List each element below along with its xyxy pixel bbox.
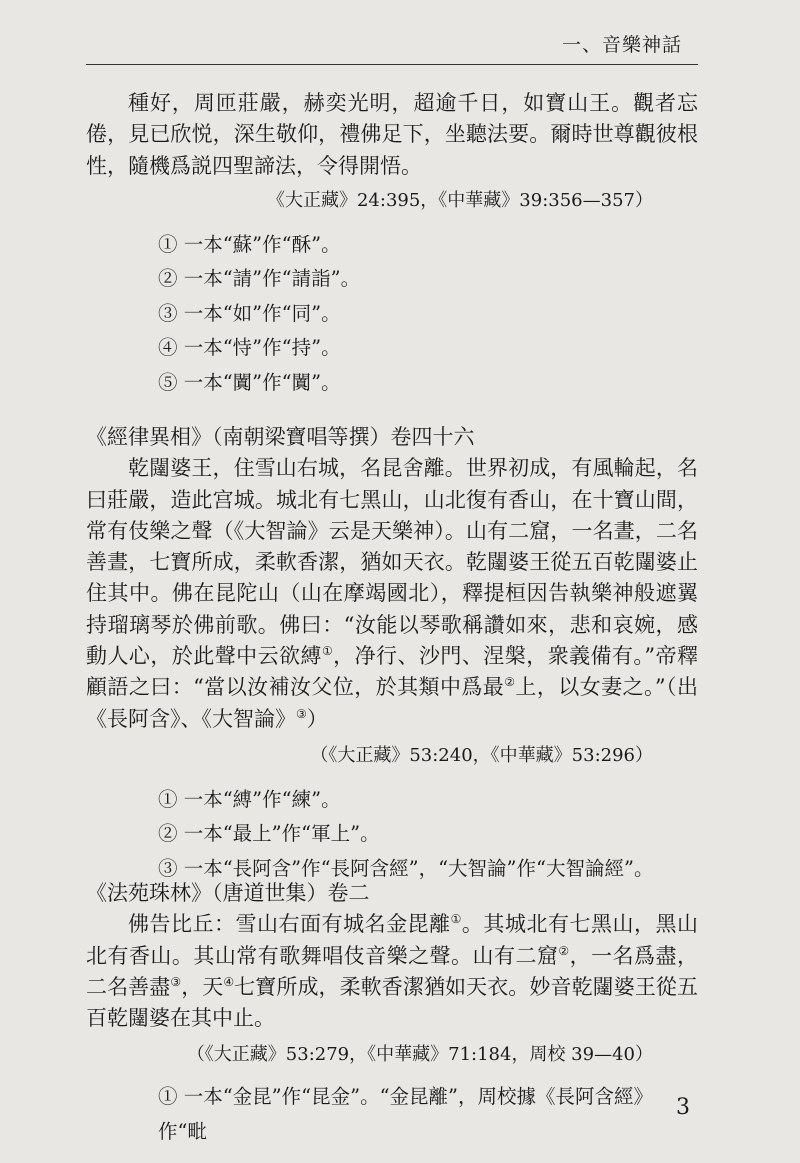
- footnote-ref: ①: [321, 644, 334, 659]
- section-3-notes: [86, 1080, 698, 1149]
- footnote-ref: ③: [170, 974, 182, 989]
- footnote-ref: ④: [223, 974, 235, 989]
- footnote: ① 一本“縛”作“練”。: [158, 787, 341, 811]
- footnote: ① 一本“金昆”作“昆金”。“金昆離”，周校據《長阿含經》作“毗: [158, 1085, 654, 1143]
- section-2-notes: [86, 783, 698, 887]
- body-text: 佛告比丘：雪山右面有城名金毘離: [128, 912, 451, 937]
- section-1-body: 種好，周匝莊嚴，赫奕光明，超逾千日，如寶山王。觀者忘倦，見已欣悦，深生敬仰，禮佛足下，坐聽法要。爾時世尊觀彼根性，隨機爲説四聖諦法，令得開悟。: [86, 91, 698, 178]
- header-rule: [86, 64, 698, 65]
- footnote: ③ 一本“長阿含”作“長阿含經”，“大智論”作“大智論經”。: [158, 856, 654, 880]
- running-header: 一、音樂神話: [561, 34, 682, 56]
- section-2-title: 《經律異相》（南朝梁寶唱等撰）卷四十六: [86, 425, 475, 449]
- section-2: [86, 422, 698, 886]
- page-number: 3: [676, 1095, 690, 1120]
- section-1-source: 《大正藏》24:395，《中華藏》39:356—357）: [266, 189, 653, 211]
- section-1: [86, 88, 698, 400]
- body-text: 上，以女妻之。”（出《長阿含》、《大智論》: [86, 675, 698, 731]
- body-text: 。其城北有七黑山，黑山北有香山。其山常有歌舞唱伎音樂之聲。山有二窟: [86, 912, 699, 968]
- body-text: 乾闥婆王，住雪山右城，名昆舍離。世界初成，有風輪起，名曰莊嚴，造此宫城。城北有七黑山，山北復有香山，在十寶山間，常有伎樂之聲（《大智論》云是天樂神）。山有二窟，一名晝，二名善晝，七寶所成，柔軟香潔，猶如天衣。乾闥婆王從五百乾闥婆止住其中。佛在昆陀山（山在摩竭國北），釋提桓因告執樂神般遮翼持瑠璃琴於佛前歌。佛曰：“汝能以琴歌稱讚如來，悲和哀婉，感動人心，於此聲中云欲縛: [86, 456, 698, 669]
- footnote-ref: ①: [450, 912, 462, 927]
- footnote-ref: ③: [296, 706, 307, 721]
- section-3-title: 《法苑珠林》（唐道世集）卷二: [86, 881, 370, 905]
- footnote: ② 一本“最上”作“軍上”。: [158, 822, 380, 846]
- body-text: ，天: [181, 974, 224, 999]
- footnote: ③ 一本“如”作“同”。: [158, 301, 341, 325]
- body-text: ）: [306, 706, 328, 731]
- footnote: ④ 一本“恃”作“持”。: [158, 336, 341, 360]
- section-3-body: [86, 909, 698, 1034]
- section-3-source: （《大正藏》53:279，《中華藏》71:184，周校 39—40）: [186, 1044, 653, 1066]
- footnote-ref: ②: [504, 675, 516, 690]
- section-1-notes: [86, 228, 698, 401]
- footnote: ① 一本“蘇”作“酥”。: [158, 232, 341, 256]
- body-text: 七寶所成，柔軟香潔猶如天衣。妙音乾闥婆王從五百乾闥婆在其中止。: [86, 974, 698, 1031]
- footnote-ref: ②: [558, 943, 570, 958]
- footnote: ⑤ 一本“闐”作“闐”。: [158, 370, 341, 394]
- section-3: [86, 878, 698, 1149]
- section-2-body: [86, 453, 698, 735]
- body-text: ，净行、沙門、涅槃，衆義備有。”帝釋顧語之曰：“當以汝補汝父位，於其類中爲最: [86, 644, 699, 700]
- footnote: ② 一本“請”作“請詣”。: [158, 267, 361, 291]
- section-2-source: （《大正藏》53:240，《中華藏》53:296）: [310, 744, 653, 766]
- body-text: ，一名爲盡，二名善盡: [86, 943, 699, 999]
